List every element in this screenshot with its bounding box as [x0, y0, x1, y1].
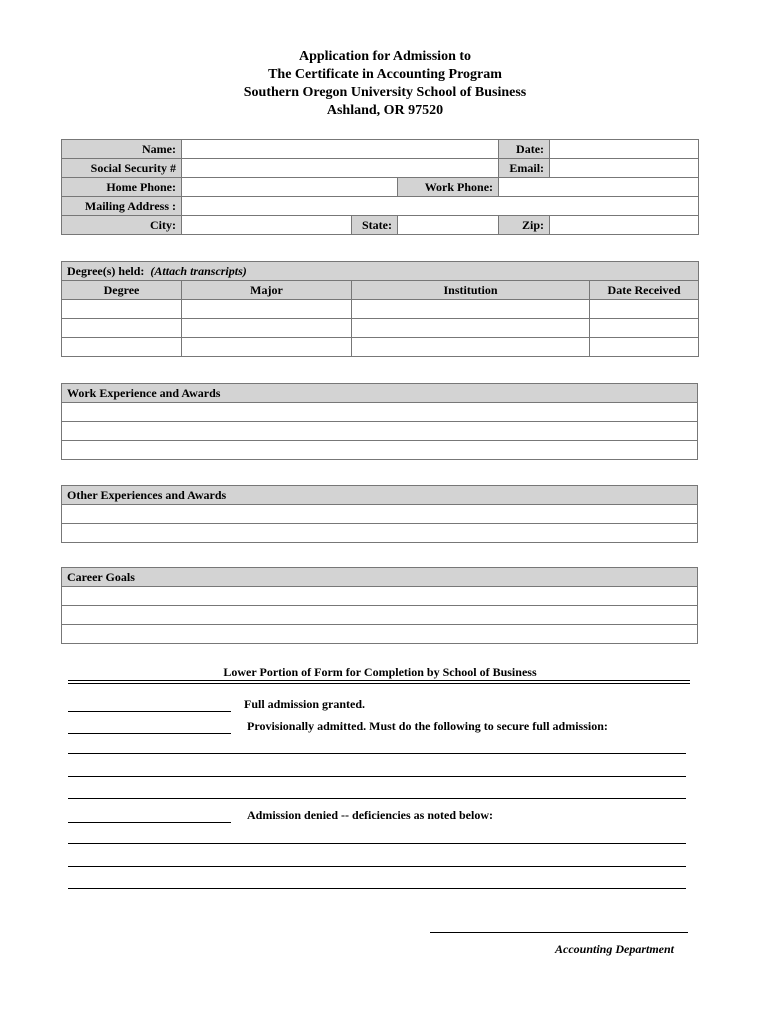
provisional-requirements-line[interactable]: [68, 753, 686, 754]
home-phone-label: Home Phone:: [62, 178, 182, 197]
zip-label: Zip:: [499, 216, 550, 235]
institution-cell[interactable]: [352, 300, 590, 319]
provisional-admission-blank[interactable]: [68, 733, 231, 734]
ssn-label: Social Security #: [62, 159, 182, 178]
deficiencies-line[interactable]: [68, 866, 686, 867]
other-experiences-table: [61, 485, 698, 543]
deficiencies-line[interactable]: [68, 888, 686, 889]
home-phone-field[interactable]: [182, 178, 398, 197]
degree-row: [62, 300, 699, 319]
email-label: Email:: [499, 159, 550, 178]
major-cell[interactable]: [182, 338, 352, 357]
email-field[interactable]: [550, 159, 699, 178]
date-received-cell[interactable]: [590, 338, 699, 357]
degree-column-header: Degree: [62, 281, 182, 300]
work-experience-title: Work Experience and Awards: [62, 384, 698, 403]
career-goals-line[interactable]: [62, 606, 698, 625]
career-goals-line[interactable]: [62, 587, 698, 606]
mailing-address-label: Mailing Address :: [62, 197, 182, 216]
date-received-column-header: Date Received: [590, 281, 699, 300]
deficiencies-line[interactable]: [68, 843, 686, 844]
degrees-note: (Attach transcripts): [150, 263, 247, 278]
signature-line[interactable]: [430, 932, 688, 933]
date-received-cell[interactable]: [590, 300, 699, 319]
city-field[interactable]: [182, 216, 352, 235]
other-experiences-line[interactable]: [62, 524, 698, 543]
admission-denied-label: Admission denied -- deficiencies as noted below:: [247, 808, 493, 822]
degrees-section-title: [62, 262, 699, 281]
provisional-requirements-line[interactable]: [68, 776, 686, 777]
degrees-title: Degree(s) held:: [67, 263, 145, 278]
date-label: Date:: [499, 140, 550, 159]
date-received-cell[interactable]: [590, 319, 699, 338]
ssn-field[interactable]: [182, 159, 499, 178]
provisional-requirements-line[interactable]: [68, 798, 686, 799]
other-experiences-line[interactable]: [62, 505, 698, 524]
work-experience-line[interactable]: [62, 441, 698, 460]
career-goals-table: [61, 567, 698, 644]
degree-cell[interactable]: [62, 319, 182, 338]
full-admission-blank[interactable]: [68, 711, 231, 712]
admission-denied-blank[interactable]: [68, 822, 231, 823]
work-phone-field[interactable]: [499, 178, 699, 197]
lower-portion-title: Lower Portion of Form for Completion by School of Business: [223, 665, 537, 679]
work-experience-line[interactable]: [62, 403, 698, 422]
signature-caption: Accounting Department: [554, 942, 674, 956]
work-experience-line[interactable]: [62, 422, 698, 441]
major-cell[interactable]: [182, 300, 352, 319]
degree-row: [62, 319, 699, 338]
degree-cell[interactable]: [62, 300, 182, 319]
contact-table: [61, 139, 699, 235]
provisional-admission-label: Provisionally admitted. Must do the following to secure full admission:: [247, 719, 608, 733]
state-field[interactable]: [398, 216, 499, 235]
form-header: [0, 48, 770, 120]
institution-cell[interactable]: [352, 338, 590, 357]
name-field[interactable]: [182, 140, 499, 159]
header-line-1: Application for Admission to: [298, 49, 472, 64]
degrees-table: [61, 261, 699, 357]
full-admission-label: Full admission granted.: [244, 697, 366, 711]
header-line-3: Southern Oregon University School of Business: [243, 85, 527, 100]
city-label: City:: [62, 216, 182, 235]
work-phone-label: Work Phone:: [398, 178, 499, 197]
other-experiences-title: Other Experiences and Awards: [62, 486, 698, 505]
date-field[interactable]: [550, 140, 699, 159]
degree-row: [62, 338, 699, 357]
major-cell[interactable]: [182, 319, 352, 338]
zip-field[interactable]: [550, 216, 699, 235]
name-label: Name:: [62, 140, 182, 159]
work-experience-table: [61, 383, 698, 460]
major-column-header: Major: [182, 281, 352, 300]
header-line-4: Ashland, OR 97520: [326, 103, 444, 118]
institution-column-header: Institution: [352, 281, 590, 300]
degree-cell[interactable]: [62, 338, 182, 357]
career-goals-title: Career Goals: [62, 568, 698, 587]
institution-cell[interactable]: [352, 319, 590, 338]
mailing-address-field[interactable]: [182, 197, 699, 216]
career-goals-line[interactable]: [62, 625, 698, 644]
double-rule: [68, 680, 690, 684]
state-label: State:: [352, 216, 398, 235]
header-line-2: The Certificate in Accounting Program: [268, 67, 502, 82]
